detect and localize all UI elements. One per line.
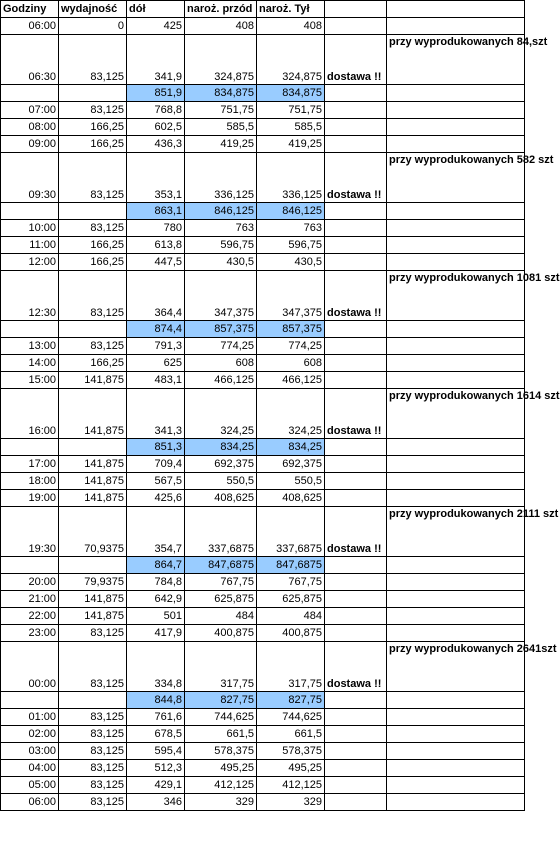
table-row (1, 473, 525, 490)
cell-text[interactable] (387, 591, 525, 608)
cell-tyl[interactable]: 337,6875 (257, 507, 325, 557)
cell-przod[interactable]: 337,6875 (185, 507, 257, 557)
cell-tyl[interactable]: 550,5 (257, 473, 325, 490)
cell-przod[interactable]: 336,125 (185, 153, 257, 203)
cell-time[interactable]: 19:30 (1, 507, 59, 557)
cell-text[interactable] (387, 338, 525, 355)
cell-dol[interactable]: 642,9 (127, 591, 185, 608)
table-body (1, 1, 560, 811)
cell-wydajnosc[interactable]: 166,25 (59, 254, 127, 271)
cell-dol[interactable]: 874,4 (127, 321, 185, 338)
cell-time[interactable]: 00:00 (1, 642, 59, 692)
cell-wydajnosc[interactable] (59, 439, 127, 456)
cell-wydajnosc[interactable] (59, 85, 127, 102)
cell-note[interactable] (325, 743, 387, 760)
cell-przod[interactable]: 846,125 (185, 203, 257, 220)
table-row (1, 355, 525, 372)
cell-time[interactable]: 05:00 (1, 777, 59, 794)
cell-tyl[interactable]: 419,25 (257, 136, 325, 153)
cell-tyl[interactable]: 751,75 (257, 102, 325, 119)
cell-tyl[interactable]: 329 (257, 794, 325, 811)
cell-przod[interactable]: 550,5 (185, 473, 257, 490)
cell-text[interactable]: przy wyprodukowanych 582 szt (387, 153, 525, 203)
cell-tyl[interactable]: 324,875 (257, 35, 325, 85)
cell-wydajnosc[interactable] (59, 203, 127, 220)
cell-time[interactable]: 18:00 (1, 473, 59, 490)
header-naroz-przod[interactable]: naroż. przód (185, 1, 257, 18)
cell-wydajnosc[interactable]: 83,125 (59, 102, 127, 119)
cell-dol[interactable]: 567,5 (127, 473, 185, 490)
cell-text[interactable] (387, 743, 525, 760)
cell-dol[interactable]: 791,3 (127, 338, 185, 355)
cell-przod[interactable]: 324,875 (185, 35, 257, 85)
cell-wydajnosc[interactable]: 141,875 (59, 473, 127, 490)
cell-wydajnosc[interactable]: 141,875 (59, 456, 127, 473)
cell-wydajnosc[interactable]: 83,125 (59, 794, 127, 811)
cell-tyl[interactable]: 827,75 (257, 692, 325, 709)
cell-time[interactable]: 19:00 (1, 490, 59, 507)
cell-tyl[interactable]: 466,125 (257, 372, 325, 389)
cell-text[interactable] (387, 625, 525, 642)
cell-dol[interactable]: 436,3 (127, 136, 185, 153)
cell-wydajnosc[interactable]: 83,125 (59, 271, 127, 321)
table-row (1, 642, 525, 692)
cell-dol[interactable]: 341,3 (127, 389, 185, 439)
table-row (1, 153, 525, 203)
cell-time[interactable]: 10:00 (1, 220, 59, 237)
table-row (1, 203, 525, 220)
cell-text[interactable] (387, 85, 525, 102)
header-empty-g[interactable] (387, 1, 525, 18)
table-row (1, 625, 525, 642)
cell-note[interactable] (325, 473, 387, 490)
table-row (1, 507, 525, 557)
cell-tyl[interactable]: 661,5 (257, 726, 325, 743)
header-dol[interactable]: dół (127, 1, 185, 18)
cell-wydajnosc[interactable]: 83,125 (59, 35, 127, 85)
cell-note[interactable] (325, 254, 387, 271)
cell-tyl[interactable]: 846,125 (257, 203, 325, 220)
cell-time[interactable]: 12:30 (1, 271, 59, 321)
cell-wydajnosc[interactable]: 83,125 (59, 625, 127, 642)
cell-dol[interactable]: 709,4 (127, 456, 185, 473)
header-naroz-tyl[interactable]: naroż. Tył (257, 1, 325, 18)
table-row (1, 35, 525, 85)
cell-text[interactable] (387, 439, 525, 456)
cell-time[interactable]: 01:00 (1, 709, 59, 726)
cell-wydajnosc[interactable]: 83,125 (59, 760, 127, 777)
cell-time[interactable]: 06:30 (1, 35, 59, 85)
cell-wydajnosc[interactable]: 141,875 (59, 608, 127, 625)
cell-wydajnosc[interactable]: 166,25 (59, 355, 127, 372)
cell-time[interactable]: 06:00 (1, 18, 59, 35)
cell-text[interactable] (387, 119, 525, 136)
cell-text[interactable]: przy wyprodukowanych 1081 szt (387, 271, 525, 321)
cell-time[interactable]: 22:00 (1, 608, 59, 625)
cell-note[interactable] (325, 692, 387, 709)
cell-text[interactable] (387, 102, 525, 119)
cell-text[interactable] (387, 574, 525, 591)
table-row (1, 743, 525, 760)
cell-time[interactable]: 09:00 (1, 136, 59, 153)
cell-tyl[interactable]: 347,375 (257, 271, 325, 321)
cell-wydajnosc[interactable]: 141,875 (59, 389, 127, 439)
cell-tyl[interactable]: 692,375 (257, 456, 325, 473)
cell-note[interactable] (325, 321, 387, 338)
cell-note[interactable] (325, 625, 387, 642)
cell-wydajnosc[interactable]: 83,125 (59, 726, 127, 743)
cell-przod[interactable]: 692,375 (185, 456, 257, 473)
cell-time[interactable] (1, 321, 59, 338)
cell-dol[interactable]: 864,7 (127, 557, 185, 574)
table-row (1, 794, 525, 811)
cell-wydajnosc[interactable]: 166,25 (59, 136, 127, 153)
cell-text[interactable] (387, 220, 525, 237)
cell-text[interactable] (387, 794, 525, 811)
cell-wydajnosc[interactable]: 141,875 (59, 490, 127, 507)
cell-text[interactable] (387, 490, 525, 507)
cell-note[interactable] (325, 608, 387, 625)
cell-dol[interactable]: 851,3 (127, 439, 185, 456)
cell-time[interactable]: 06:00 (1, 794, 59, 811)
cell-time[interactable]: 11:00 (1, 237, 59, 254)
cell-text[interactable]: przy wyprodukowanych 2641szt (387, 642, 525, 692)
cell-tyl[interactable]: 596,75 (257, 237, 325, 254)
table-row (1, 591, 525, 608)
cell-text[interactable] (387, 608, 525, 625)
cell-wydajnosc[interactable]: 83,125 (59, 220, 127, 237)
table-row (1, 557, 525, 574)
cell-note[interactable] (325, 777, 387, 794)
cell-note[interactable]: dostawa !! (325, 389, 387, 439)
cell-dol[interactable]: 512,3 (127, 760, 185, 777)
table-row (1, 439, 525, 456)
cell-wydajnosc[interactable]: 166,25 (59, 119, 127, 136)
table-row (1, 254, 525, 271)
cell-przod[interactable]: 585,5 (185, 119, 257, 136)
cell-time[interactable]: 21:00 (1, 591, 59, 608)
cell-dol[interactable]: 447,5 (127, 254, 185, 271)
cell-przod[interactable]: 596,75 (185, 237, 257, 254)
table-row (1, 709, 525, 726)
cell-time[interactable]: 16:00 (1, 389, 59, 439)
cell-przod[interactable]: 834,25 (185, 439, 257, 456)
cell-dol[interactable]: 425 (127, 18, 185, 35)
cell-note[interactable] (325, 726, 387, 743)
table-row (1, 692, 525, 709)
cell-time[interactable]: 14:00 (1, 355, 59, 372)
cell-wydajnosc[interactable]: 0 (59, 18, 127, 35)
cell-tyl[interactable]: 834,875 (257, 85, 325, 102)
cell-dol[interactable]: 501 (127, 608, 185, 625)
cell-note[interactable] (325, 490, 387, 507)
cell-wydajnosc[interactable]: 83,125 (59, 709, 127, 726)
cell-dol[interactable]: 341,9 (127, 35, 185, 85)
cell-przod[interactable]: 466,125 (185, 372, 257, 389)
cell-time[interactable] (1, 85, 59, 102)
cell-tyl[interactable]: 408 (257, 18, 325, 35)
cell-przod[interactable]: 751,75 (185, 102, 257, 119)
cell-wydajnosc[interactable] (59, 557, 127, 574)
cell-przod[interactable]: 625,875 (185, 591, 257, 608)
cell-dol[interactable]: 483,1 (127, 372, 185, 389)
cell-przod[interactable]: 661,5 (185, 726, 257, 743)
cell-text[interactable] (387, 18, 525, 35)
cell-wydajnosc[interactable]: 83,125 (59, 743, 127, 760)
table-row (1, 372, 525, 389)
cell-time[interactable]: 03:00 (1, 743, 59, 760)
cell-text[interactable] (387, 726, 525, 743)
cell-note[interactable] (325, 102, 387, 119)
cell-dol[interactable]: 334,8 (127, 642, 185, 692)
cell-text[interactable] (387, 254, 525, 271)
cell-tyl[interactable]: 774,25 (257, 338, 325, 355)
cell-tyl[interactable]: 430,5 (257, 254, 325, 271)
cell-przod[interactable]: 400,875 (185, 625, 257, 642)
cell-dol[interactable]: 863,1 (127, 203, 185, 220)
cell-tyl[interactable]: 400,875 (257, 625, 325, 642)
cell-tyl[interactable]: 412,125 (257, 777, 325, 794)
cell-wydajnosc[interactable] (59, 321, 127, 338)
cell-przod[interactable]: 744,625 (185, 709, 257, 726)
cell-note[interactable] (325, 709, 387, 726)
cell-dol[interactable]: 625 (127, 355, 185, 372)
cell-text[interactable] (387, 355, 525, 372)
cell-wydajnosc[interactable]: 141,875 (59, 591, 127, 608)
cell-dol[interactable]: 678,5 (127, 726, 185, 743)
cell-note[interactable] (325, 85, 387, 102)
cell-time[interactable]: 23:00 (1, 625, 59, 642)
cell-note[interactable] (325, 456, 387, 473)
cell-note[interactable]: dostawa !! (325, 271, 387, 321)
cell-dol[interactable]: 784,8 (127, 574, 185, 591)
cell-przod[interactable]: 827,75 (185, 692, 257, 709)
cell-text[interactable] (387, 760, 525, 777)
table-row (1, 490, 525, 507)
cell-time[interactable]: 08:00 (1, 119, 59, 136)
cell-przod[interactable]: 430,5 (185, 254, 257, 271)
cell-note[interactable] (325, 760, 387, 777)
cell-tyl[interactable]: 408,625 (257, 490, 325, 507)
cell-text[interactable]: przy wyprodukowanych 1614 szt (387, 389, 525, 439)
cell-time[interactable]: 04:00 (1, 760, 59, 777)
cell-dol[interactable]: 346 (127, 794, 185, 811)
cell-dol[interactable]: 364,4 (127, 271, 185, 321)
cell-time[interactable]: 20:00 (1, 574, 59, 591)
table-row (1, 456, 525, 473)
cell-dol[interactable]: 844,8 (127, 692, 185, 709)
cell-text[interactable] (387, 557, 525, 574)
cell-wydajnosc[interactable]: 83,125 (59, 777, 127, 794)
cell-przod[interactable]: 834,875 (185, 85, 257, 102)
cell-przod[interactable]: 347,375 (185, 271, 257, 321)
cell-przod[interactable]: 317,75 (185, 642, 257, 692)
table-row (1, 574, 525, 591)
cell-przod[interactable]: 412,125 (185, 777, 257, 794)
cell-wydajnosc[interactable]: 83,125 (59, 338, 127, 355)
cell-time[interactable] (1, 439, 59, 456)
cell-przod[interactable]: 324,25 (185, 389, 257, 439)
cell-tyl[interactable]: 317,75 (257, 642, 325, 692)
cell-tyl[interactable]: 625,875 (257, 591, 325, 608)
table-row (1, 220, 525, 237)
cell-przod[interactable]: 857,375 (185, 321, 257, 338)
cell-tyl[interactable]: 763 (257, 220, 325, 237)
cell-time[interactable]: 13:00 (1, 338, 59, 355)
cell-text[interactable] (387, 692, 525, 709)
cell-przod[interactable]: 495,25 (185, 760, 257, 777)
cell-przod[interactable]: 408,625 (185, 490, 257, 507)
cell-time[interactable]: 12:00 (1, 254, 59, 271)
table-row (1, 760, 525, 777)
cell-tyl[interactable]: 578,375 (257, 743, 325, 760)
cell-note[interactable] (325, 237, 387, 254)
cell-wydajnosc[interactable] (59, 692, 127, 709)
cell-text[interactable] (387, 237, 525, 254)
cell-time[interactable]: 15:00 (1, 372, 59, 389)
cell-tyl[interactable]: 336,125 (257, 153, 325, 203)
cell-note[interactable] (325, 591, 387, 608)
cell-przod[interactable]: 578,375 (185, 743, 257, 760)
cell-tyl[interactable]: 744,625 (257, 709, 325, 726)
cell-przod[interactable]: 608 (185, 355, 257, 372)
cell-wydajnosc[interactable]: 79,9375 (59, 574, 127, 591)
cell-tyl[interactable]: 324,25 (257, 389, 325, 439)
cell-przod[interactable]: 419,25 (185, 136, 257, 153)
cell-przod[interactable]: 763 (185, 220, 257, 237)
cell-text[interactable]: przy wyprodukowanych 84,szt (387, 35, 525, 85)
cell-dol[interactable]: 761,6 (127, 709, 185, 726)
cell-tyl[interactable]: 847,6875 (257, 557, 325, 574)
cell-dol[interactable]: 595,4 (127, 743, 185, 760)
header-empty-f[interactable] (325, 1, 387, 18)
cell-dol[interactable]: 780 (127, 220, 185, 237)
cell-dol[interactable]: 851,9 (127, 85, 185, 102)
table-row (1, 85, 525, 102)
cell-wydajnosc[interactable]: 166,25 (59, 237, 127, 254)
cell-tyl[interactable]: 495,25 (257, 760, 325, 777)
table-row (1, 338, 525, 355)
cell-time[interactable] (1, 203, 59, 220)
cell-tyl[interactable]: 484 (257, 608, 325, 625)
cell-text[interactable] (387, 321, 525, 338)
cell-text[interactable] (387, 203, 525, 220)
cell-time[interactable]: 07:00 (1, 102, 59, 119)
cell-tyl[interactable]: 767,75 (257, 574, 325, 591)
cell-note[interactable] (325, 18, 387, 35)
cell-wydajnosc[interactable]: 83,125 (59, 642, 127, 692)
cell-tyl[interactable]: 585,5 (257, 119, 325, 136)
cell-text[interactable]: przy wyprodukowanych 2111 szt (387, 507, 525, 557)
cell-note[interactable] (325, 338, 387, 355)
cell-text[interactable] (387, 136, 525, 153)
cell-note[interactable] (325, 220, 387, 237)
cell-dol[interactable]: 417,9 (127, 625, 185, 642)
cell-text[interactable] (387, 709, 525, 726)
cell-przod[interactable]: 767,75 (185, 574, 257, 591)
table-row (1, 237, 525, 254)
cell-note[interactable] (325, 136, 387, 153)
cell-przod[interactable]: 408 (185, 18, 257, 35)
cell-note[interactable]: dostawa !! (325, 153, 387, 203)
header-wydajnosc[interactable]: wydajność (59, 1, 127, 18)
cell-przod[interactable]: 847,6875 (185, 557, 257, 574)
cell-text[interactable] (387, 777, 525, 794)
cell-tyl[interactable]: 608 (257, 355, 325, 372)
cell-note[interactable]: dostawa !! (325, 35, 387, 85)
cell-note[interactable] (325, 439, 387, 456)
table-row (1, 389, 525, 439)
cell-note[interactable] (325, 574, 387, 591)
table-row (1, 119, 525, 136)
cell-przod[interactable]: 774,25 (185, 338, 257, 355)
cell-time[interactable] (1, 557, 59, 574)
cell-wydajnosc[interactable]: 70,9375 (59, 507, 127, 557)
cell-dol[interactable]: 425,6 (127, 490, 185, 507)
cell-tyl[interactable]: 834,25 (257, 439, 325, 456)
cell-time[interactable]: 17:00 (1, 456, 59, 473)
table-row (1, 777, 525, 794)
cell-dol[interactable]: 613,8 (127, 237, 185, 254)
cell-wydajnosc[interactable]: 83,125 (59, 153, 127, 203)
table-row (1, 726, 525, 743)
cell-przod[interactable]: 329 (185, 794, 257, 811)
cell-wydajnosc[interactable]: 141,875 (59, 372, 127, 389)
cell-note[interactable] (325, 557, 387, 574)
cell-dol[interactable]: 602,5 (127, 119, 185, 136)
table-row (1, 18, 525, 35)
cell-przod[interactable]: 484 (185, 608, 257, 625)
cell-text[interactable] (387, 456, 525, 473)
table-row (1, 271, 525, 321)
cell-note[interactable]: dostawa !! (325, 642, 387, 692)
cell-note[interactable] (325, 372, 387, 389)
cell-time[interactable] (1, 692, 59, 709)
cell-text[interactable] (387, 372, 525, 389)
cell-dol[interactable]: 768,8 (127, 102, 185, 119)
cell-note[interactable] (325, 355, 387, 372)
cell-note[interactable] (325, 794, 387, 811)
cell-note[interactable] (325, 119, 387, 136)
cell-time[interactable]: 09:30 (1, 153, 59, 203)
cell-note[interactable]: dostawa !! (325, 507, 387, 557)
table-row (1, 608, 525, 625)
header-row (1, 1, 525, 18)
cell-text[interactable] (387, 473, 525, 490)
cell-dol[interactable]: 354,7 (127, 507, 185, 557)
table-row (1, 136, 525, 153)
header-godziny[interactable]: Godziny (1, 1, 59, 18)
cell-tyl[interactable]: 857,375 (257, 321, 325, 338)
table-row (1, 321, 525, 338)
cell-time[interactable]: 02:00 (1, 726, 59, 743)
cell-note[interactable] (325, 203, 387, 220)
cell-dol[interactable]: 353,1 (127, 153, 185, 203)
cell-dol[interactable]: 429,1 (127, 777, 185, 794)
table-row (1, 102, 525, 119)
